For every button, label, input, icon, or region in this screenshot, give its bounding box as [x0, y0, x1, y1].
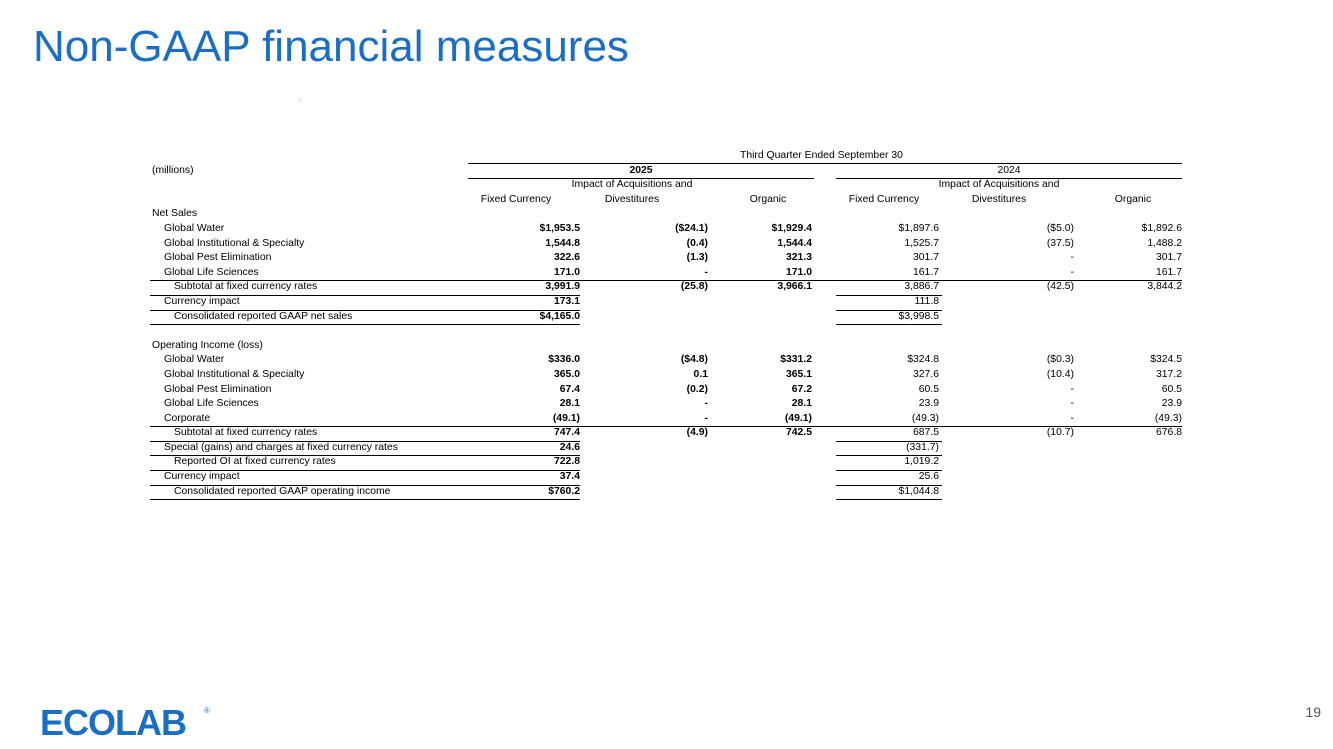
cell-organic-2025: 1,544.4 — [777, 237, 812, 249]
cell-impact-2024: ($0.3) — [1046, 354, 1074, 366]
row-label: Currency impact — [164, 295, 240, 307]
row-separator — [150, 499, 580, 500]
table-row — [150, 237, 1182, 252]
table-row — [150, 353, 1182, 368]
row-label: Global Water — [164, 222, 225, 234]
row-label: Consolidated reported GAAP operating income — [174, 485, 391, 497]
table-row — [150, 280, 1182, 295]
cell-fixed-2025: 3,991.9 — [545, 281, 580, 293]
cell-fixed-2025: 322.6 — [553, 252, 580, 264]
cell-fixed-2025: (49.1) — [552, 412, 580, 424]
row-separator — [150, 310, 580, 311]
row-label: Global Pest Elimination — [164, 383, 272, 395]
ecolab-logo — [40, 704, 212, 745]
cell-organic-2024: $324.5 — [1150, 354, 1182, 366]
cell-organic-2025: 365.1 — [785, 368, 812, 380]
table-row — [150, 426, 1182, 441]
cell-fixed-2025: 24.6 — [559, 441, 580, 453]
units-label: (millions) — [152, 164, 194, 176]
table-row — [150, 441, 1182, 456]
year-2024: 2024 — [997, 164, 1021, 176]
oi-heading-row — [150, 339, 1182, 354]
cell-fixed-2024: (49.3) — [911, 412, 939, 424]
row-separator — [150, 470, 580, 471]
cell-organic-2024: 161.7 — [1155, 266, 1182, 278]
cell-fixed-2025: 28.1 — [559, 398, 580, 410]
net-sales-rows — [150, 222, 1182, 324]
cell-fixed-2024: 111.8 — [914, 295, 939, 307]
table-row — [150, 295, 1182, 310]
page-number: 19 — [1305, 704, 1321, 720]
cell-impact-2025: (1.3) — [686, 252, 708, 264]
cell-fixed-2025: $760.2 — [548, 485, 580, 497]
impact-header-2024-line2: Divestitures — [971, 193, 1027, 205]
cell-organic-2025: 321.3 — [785, 252, 812, 264]
col-header-row-2 — [150, 193, 1182, 208]
table-row — [150, 412, 1182, 427]
impact-header-2025-line1: Impact of Acquisitions and — [571, 179, 693, 191]
row-label: Reported OI at fixed currency rates — [174, 456, 336, 468]
row-label: Global Life Sciences — [164, 398, 259, 410]
row-separator — [150, 441, 580, 442]
cell-organic-2024: 676.8 — [1155, 427, 1182, 439]
period-label: Third Quarter Ended September 30 — [740, 150, 903, 161]
logo-registered: ® — [204, 706, 210, 715]
cell-fixed-2024: $1,897.6 — [898, 222, 939, 234]
cell-organic-2024: 1,488.2 — [1147, 237, 1182, 249]
cell-fixed-2024: $3,998.5 — [898, 310, 939, 322]
cell-fixed-2024: 23.9 — [918, 398, 939, 410]
logo-text: ECOLAB — [40, 704, 186, 740]
fixed-header-2025: Fixed Currency — [480, 193, 552, 205]
cell-fixed-2024: $1,044.8 — [898, 485, 939, 497]
cell-fixed-2024: 161.7 — [912, 266, 939, 278]
row-separator — [150, 485, 580, 486]
cell-fixed-2024: 60.5 — [918, 383, 939, 395]
cell-organic-2024: 317.2 — [1155, 368, 1182, 380]
cell-fixed-2025: 722.8 — [553, 456, 580, 468]
row-label: Global Institutional & Specialty — [164, 368, 305, 380]
cell-fixed-2025: 171.0 — [553, 266, 580, 278]
table-row — [150, 455, 1182, 470]
cell-impact-2024: - — [1070, 266, 1074, 278]
row-label: Currency impact — [164, 471, 240, 483]
table-row — [150, 368, 1182, 383]
cell-impact-2025: - — [704, 398, 708, 410]
cell-fixed-2024: 327.6 — [912, 368, 939, 380]
cell-fixed-2024: 1,019.2 — [904, 456, 939, 468]
row-separator — [836, 310, 942, 311]
table-row — [150, 485, 1182, 500]
cell-impact-2024: (10.7) — [1046, 427, 1074, 439]
organic-header-2025: Organic — [749, 193, 787, 205]
table-row — [150, 251, 1182, 266]
cell-fixed-2024: 301.7 — [912, 252, 939, 264]
table-row — [150, 383, 1182, 398]
cell-organic-2025: 67.2 — [791, 383, 812, 395]
table-row — [150, 222, 1182, 237]
cell-fixed-2025: 67.4 — [559, 383, 580, 395]
cell-organic-2024: (49.3) — [1154, 412, 1182, 424]
cell-fixed-2024: 687.5 — [912, 427, 939, 439]
cell-organic-2025: 3,966.1 — [777, 281, 812, 293]
row-separator — [836, 499, 942, 500]
cell-impact-2025: (0.2) — [686, 383, 708, 395]
ecolab-logo-mark — [40, 704, 212, 740]
row-label: Subtotal at fixed currency rates — [174, 427, 318, 439]
table-row — [150, 310, 1182, 325]
cell-fixed-2025: 173.1 — [553, 295, 580, 307]
cell-impact-2025: 0.1 — [693, 368, 708, 380]
row-label: Consolidated reported GAAP net sales — [174, 310, 353, 322]
cell-impact-2025: ($4.8) — [680, 354, 708, 366]
row-separator — [150, 426, 1182, 427]
row-separator — [836, 295, 942, 296]
impact-header-2024-line1: Impact of Acquisitions and — [938, 179, 1060, 191]
cell-fixed-2024: $324.8 — [907, 354, 939, 366]
impact-header-2025-line2: Divestitures — [604, 193, 660, 205]
cell-impact-2024: - — [1070, 252, 1074, 264]
cell-organic-2025: 171.0 — [785, 266, 812, 278]
cell-impact-2025: (0.4) — [686, 237, 708, 249]
cell-organic-2024: $1,892.6 — [1141, 222, 1182, 234]
cell-fixed-2024: 25.6 — [918, 471, 939, 483]
row-separator — [836, 441, 942, 442]
cell-impact-2025: (25.8) — [680, 281, 708, 293]
col-header-row-1 — [150, 178, 1182, 193]
cell-impact-2024: - — [1070, 383, 1074, 395]
cell-impact-2025: (4.9) — [686, 427, 708, 439]
cell-organic-2025: (49.1) — [784, 412, 812, 424]
row-separator — [150, 295, 580, 296]
cell-fixed-2024: 3,886.7 — [904, 281, 939, 293]
row-separator — [836, 455, 942, 456]
cell-fixed-2025: $336.0 — [548, 354, 580, 366]
fixed-header-2024: Fixed Currency — [848, 193, 920, 205]
net-sales-heading-row — [150, 207, 1182, 222]
row-label: Special (gains) and charges at fixed currency rates — [164, 441, 398, 453]
non-gaap-table — [150, 149, 1182, 499]
page-title: Non-GAAP financial measures — [33, 22, 629, 71]
row-separator — [150, 280, 1182, 281]
year-2025: 2025 — [629, 164, 653, 176]
cell-impact-2025: - — [704, 266, 708, 278]
cell-fixed-2025: $4,165.0 — [539, 310, 580, 322]
row-label: Global Institutional & Specialty — [164, 237, 305, 249]
cell-impact-2024: ($5.0) — [1046, 222, 1074, 234]
table-row — [150, 470, 1182, 485]
row-label: Global Pest Elimination — [164, 252, 272, 264]
cell-organic-2025: 28.1 — [791, 398, 812, 410]
cell-organic-2025: $331.2 — [780, 354, 812, 366]
cell-organic-2025: $1,929.4 — [771, 222, 812, 234]
row-separator — [836, 470, 942, 471]
cell-fixed-2024: (331.7) — [906, 441, 939, 453]
cell-impact-2024: - — [1070, 398, 1074, 410]
cell-organic-2025: 742.5 — [785, 427, 812, 439]
cell-impact-2024: - — [1070, 412, 1074, 424]
cell-fixed-2025: $1,953.5 — [539, 222, 580, 234]
row-label: Global Water — [164, 354, 225, 366]
cell-fixed-2025: 747.4 — [553, 427, 580, 439]
decorative-dot — [300, 100, 301, 101]
cell-fixed-2025: 1,544.8 — [545, 237, 580, 249]
row-separator — [836, 485, 942, 486]
cell-impact-2025: ($24.1) — [675, 222, 708, 234]
cell-organic-2024: 301.7 — [1155, 252, 1182, 264]
cell-fixed-2025: 37.4 — [559, 471, 580, 483]
cell-impact-2024: (42.5) — [1046, 281, 1074, 293]
net-sales-heading: Net Sales — [152, 208, 198, 220]
spacer-row — [150, 324, 1182, 339]
cell-fixed-2024: 1,525.7 — [904, 237, 939, 249]
table-row — [150, 397, 1182, 412]
row-separator — [150, 455, 580, 456]
organic-header-2024: Organic — [1114, 193, 1152, 205]
row-label: Global Life Sciences — [164, 266, 259, 278]
cell-impact-2024: (37.5) — [1046, 237, 1074, 249]
cell-fixed-2025: 365.0 — [553, 368, 580, 380]
cell-impact-2025: - — [704, 412, 708, 424]
year-row — [150, 164, 1182, 179]
table-row — [150, 266, 1182, 281]
oi-heading: Operating Income (loss) — [152, 339, 263, 351]
cell-organic-2024: 60.5 — [1161, 383, 1182, 395]
row-label: Subtotal at fixed currency rates — [174, 281, 318, 293]
oi-rows — [150, 353, 1182, 499]
cell-impact-2024: (10.4) — [1046, 368, 1074, 380]
cell-organic-2024: 23.9 — [1161, 398, 1182, 410]
row-label: Corporate — [164, 412, 211, 424]
cell-organic-2024: 3,844.2 — [1147, 281, 1182, 293]
period-header-row — [150, 149, 1182, 164]
